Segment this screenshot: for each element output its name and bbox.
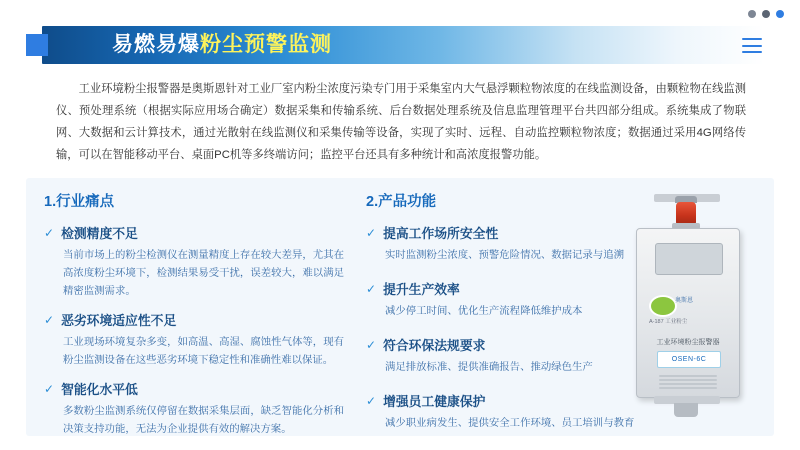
page-title [112,32,332,58]
list-item [44,311,344,370]
list-item [44,380,344,439]
list-item-head [44,224,344,243]
device-body [636,228,740,398]
list-item-desc: 减少职业病发生、提供安全工作环境、员工培训与教育 [385,418,635,429]
check-icon: ✓ [366,394,377,408]
list-item-desc: 多数粉尘监测系统仅停留在数据采集层面，缺乏智能化分析和决策支持功能，无法为企业提供有效的解决方案。 [63,406,344,435]
check-icon: ✓ [44,382,55,396]
device-model-plate: OSEN-6C [657,351,721,368]
page-header [0,26,800,64]
list-item-desc: 减少停工时间、优化生产流程降低维护成本 [385,306,583,317]
device-alarm-beacon [676,202,696,224]
column-product-features [366,192,636,448]
list-item-title: 检测精度不足 [61,226,138,241]
check-icon: ✓ [366,338,377,352]
list-item-desc: 工业现场环境复杂多变，如高温、高湿、腐蚀性气体等，现有粉尘监测设备在这些恶劣环境下稳定性和准确性难以保证。 [63,337,344,366]
list-item [366,336,636,377]
list-item [366,392,636,433]
list-item-title: 恶劣环境适应性不足 [61,313,177,328]
list-item-desc: 满足排放标准、提供准确报告、推动绿色生产 [385,362,593,373]
blue-dot-icon [776,10,784,18]
list-item-title: 增强员工健康保护 [383,394,486,409]
page-title-highlight: 粉尘预警监测 [200,33,332,56]
hamburger-menu-icon[interactable] [742,38,762,53]
grey-dot-icon [748,10,756,18]
list-item-head [366,280,636,299]
intro-paragraph: 工业环境粉尘报警器是奥斯恩针对工业厂室内粉尘浓度污染专门用于采集室内大气悬浮颗粒物浓度的在线监测设备，由颗粒物在线监测仪、预处理系统（根据实际应用场合确定）数据采集和传输系统、后台数据处理系统及信息监理管理平台共四部分组成。系统集成了物联网、大数据和云计算技术，通过光散射在线监测仪和采集传输等设备，实现了实时、远程、自动监控颗粒物浓度；数据通过采用4G网络传输，可以在智能移动平台、桌面PC机等多终端访问；监控平台还具有多种统计和高浓度报警功能。 [56,83,746,161]
device-image [628,194,746,420]
device-caption: 工业环境粉尘报警器 [656,339,720,346]
window-dots [748,10,784,18]
list-item-title: 提高工作场所安全性 [383,226,499,241]
list-item-head [366,392,636,411]
page-title-plain: 易燃易爆 [112,33,200,56]
device-model-text: A-187 工业粉尘 [649,319,688,325]
list-item-head [366,336,636,355]
list-item [366,224,636,265]
list-item-title: 符合环保法规要求 [383,338,486,353]
list-item-head [366,224,636,243]
list-item-head [44,311,344,330]
list-item [366,280,636,321]
list-item-desc: 实时监测粉尘浓度、预警危险情况、数据记录与追溯 [385,250,624,261]
check-icon: ✓ [366,282,377,296]
list-item [44,224,344,301]
device-screen [655,243,723,275]
device-sensor-module [674,403,698,417]
header-accent-square [26,34,48,56]
column-title-pain-points: 1.行业痛点 [44,194,115,210]
list-item-desc: 当前市场上的粉尘检测仪在测量精度上存在较大差异，尤其在高浓度粉尘环境下，检测结果易受干扰，误差较大，难以满足精密监测需求。 [63,250,344,297]
dark-dot-icon [762,10,770,18]
device-brand-text: 奥斯恩 [675,298,694,304]
column-title-product-features: 2.产品功能 [366,194,437,210]
device-vents [659,375,717,389]
list-item-head [44,380,344,399]
list-item-title: 提升生产效率 [383,282,460,297]
check-icon: ✓ [366,226,377,240]
check-icon: ✓ [44,226,55,240]
device-logo-icon [649,295,677,317]
list-item-title: 智能化水平低 [61,382,138,397]
check-icon: ✓ [44,313,55,327]
column-pain-points [44,192,344,449]
